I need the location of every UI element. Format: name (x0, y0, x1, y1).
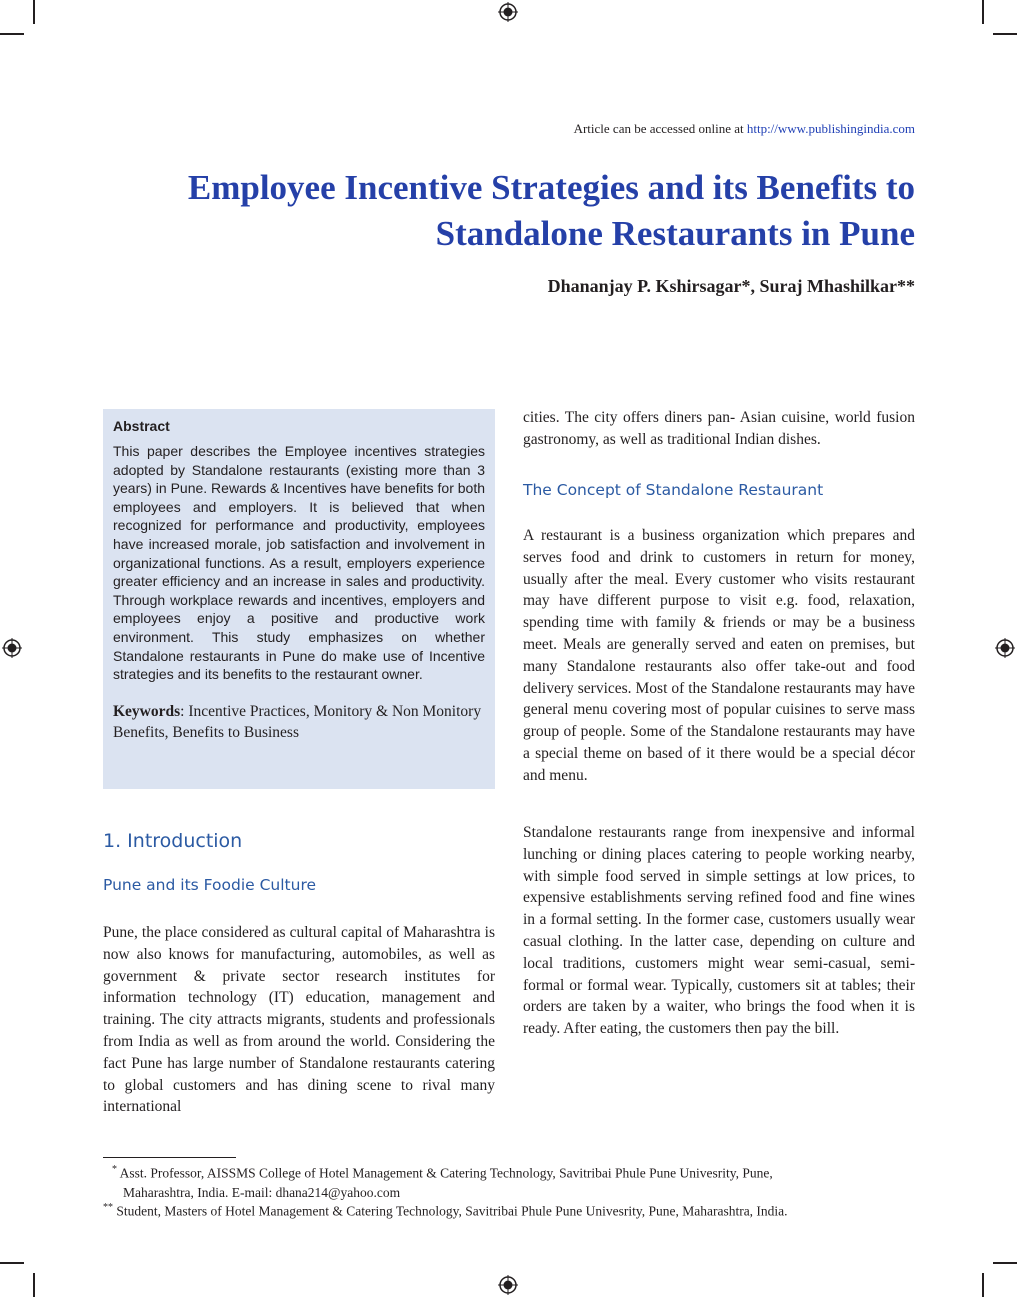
abstract-box (103, 409, 495, 789)
footnote-1-line-2: Maharashtra, India. E-mail: dhana214@yahoo.com (123, 1184, 401, 1200)
registration-mark-top-icon (498, 2, 518, 22)
crop-mark-top-right-v (982, 0, 984, 24)
keywords (113, 701, 485, 744)
crop-mark-top-left-h (0, 33, 24, 35)
crop-mark-bottom-left-v (33, 1273, 35, 1297)
footnote-2 (103, 1198, 915, 1221)
access-note (574, 121, 915, 137)
footnote-1-line-1: Asst. Professor, AISSMS College of Hotel Management & Catering Technology, Savitribai Phule Pune Univesrity, Pune, (119, 1165, 773, 1181)
crop-mark-bottom-right-v (982, 1273, 984, 1297)
subheading-standalone-concept: The Concept of Standalone Restaurant (523, 481, 824, 499)
crop-mark-bottom-left-h (0, 1262, 24, 1264)
access-link[interactable]: http://www.publishingindia.com (746, 121, 915, 136)
subheading-foodie-culture: Pune and its Foodie Culture (103, 876, 317, 894)
keywords-text: : Incentive Practices, Monitory & Non Monitory Benefits, Benefits to Business (113, 702, 482, 742)
footnote-2-text: Student, Masters of Hotel Management & Catering Technology, Savitribai Phule Pune Univesrity, Pune, Maharashtra, India. (116, 1203, 788, 1219)
crop-mark-top-right-h (993, 33, 1017, 35)
title-line-2: Standalone Restaurants in Pune (435, 214, 915, 253)
footnote-1 (103, 1160, 915, 1202)
concept-paragraph-2: Standalone restaurants range from inexpensive and informal lunching or dining places catering to people working nearby, with simple food served in simple settings at low prices, to expensive establishments serving refined food and fine wines in a formal setting. In the former case, customers usually wear casual clothing. In the latter case, depending on culture and local traditions, customers might wear semi-casual, semi-formal or formal wear. Typically, customers sit at tables; their orders are taken by a waiter, who brings the food when it is ready. After eating, the customers then pay the bill. (523, 824, 915, 1038)
abstract-text: This paper describes the Employee incentives strategies adopted by Standalone restaurants (existing more than 3 years) in Pune. Rewards & Incentives have benefits for both employees and employers. It is believed that when recognized for performance and productivity, employees have increased morale, job satisfaction and involvement in organizational functions. As a result, employers experience greater efficiency and an increase in sales and productivity. Through workplace rewards and incentives, employers and employees enjoy a positive and productive work environment. This study emphasizes on whether Standalone restaurants in Pune do make use of Incentive strategies and its benefits to the restaurant owner. (113, 443, 485, 683)
title-line-1: Employee Incentive Strategies and its Benefits to (187, 168, 915, 207)
crop-mark-top-left-v (33, 0, 35, 24)
registration-mark-right-icon (995, 638, 1015, 658)
access-prefix: Article can be accessed online at (573, 121, 744, 136)
registration-mark-left-icon (2, 638, 22, 658)
abstract-heading: Abstract (113, 418, 170, 434)
article-title (115, 165, 915, 257)
footnote-1-mark: * (112, 1164, 117, 1175)
section-heading-introduction: 1. Introduction (103, 830, 243, 852)
authors: Dhananjay P. Kshirsagar*, Suraj Mhashilkar** (547, 276, 915, 296)
registration-mark-bottom-icon (498, 1275, 518, 1295)
footnote-2-mark: ** (103, 1202, 113, 1213)
crop-mark-bottom-right-h (993, 1262, 1017, 1264)
concept-paragraph-1: A restaurant is a business organization which prepares and serves food and drink to customers in return for money, usually after the meal. Every customer who visits restaurant may have different purpose to visit e.g. food, relaxation, spending time with family & friends or may be a business meet. Meals are generally served and eaten on premises, but many Standalone restaurants also offer take-out and food delivery services. Most of the Standalone restaurants may have general menu covering most of popular cuisines to serve mass group of people. Some of the Standalone restaurants may have a special theme on based of it there would be a special décor and menu. (523, 527, 915, 784)
keywords-label: Keywords (113, 702, 181, 720)
intro-paragraph: Pune, the place considered as cultural capital of Maharashtra is now also knows for manufacturing, automobiles, as well as government & private sector research institutes for information technology (IT) education, management and training. The city attracts migrants, students and professionals from India as well as from around the world. Considering the fact Pune has large number of Standalone restaurants catering to global customers and has dining scene to rival many international (103, 924, 495, 1116)
right-top-paragraph: cities. The city offers diners pan- Asian cuisine, world fusion gastronomy, as well as traditional Indian dishes. (523, 409, 915, 448)
footnote-rule (103, 1157, 236, 1158)
